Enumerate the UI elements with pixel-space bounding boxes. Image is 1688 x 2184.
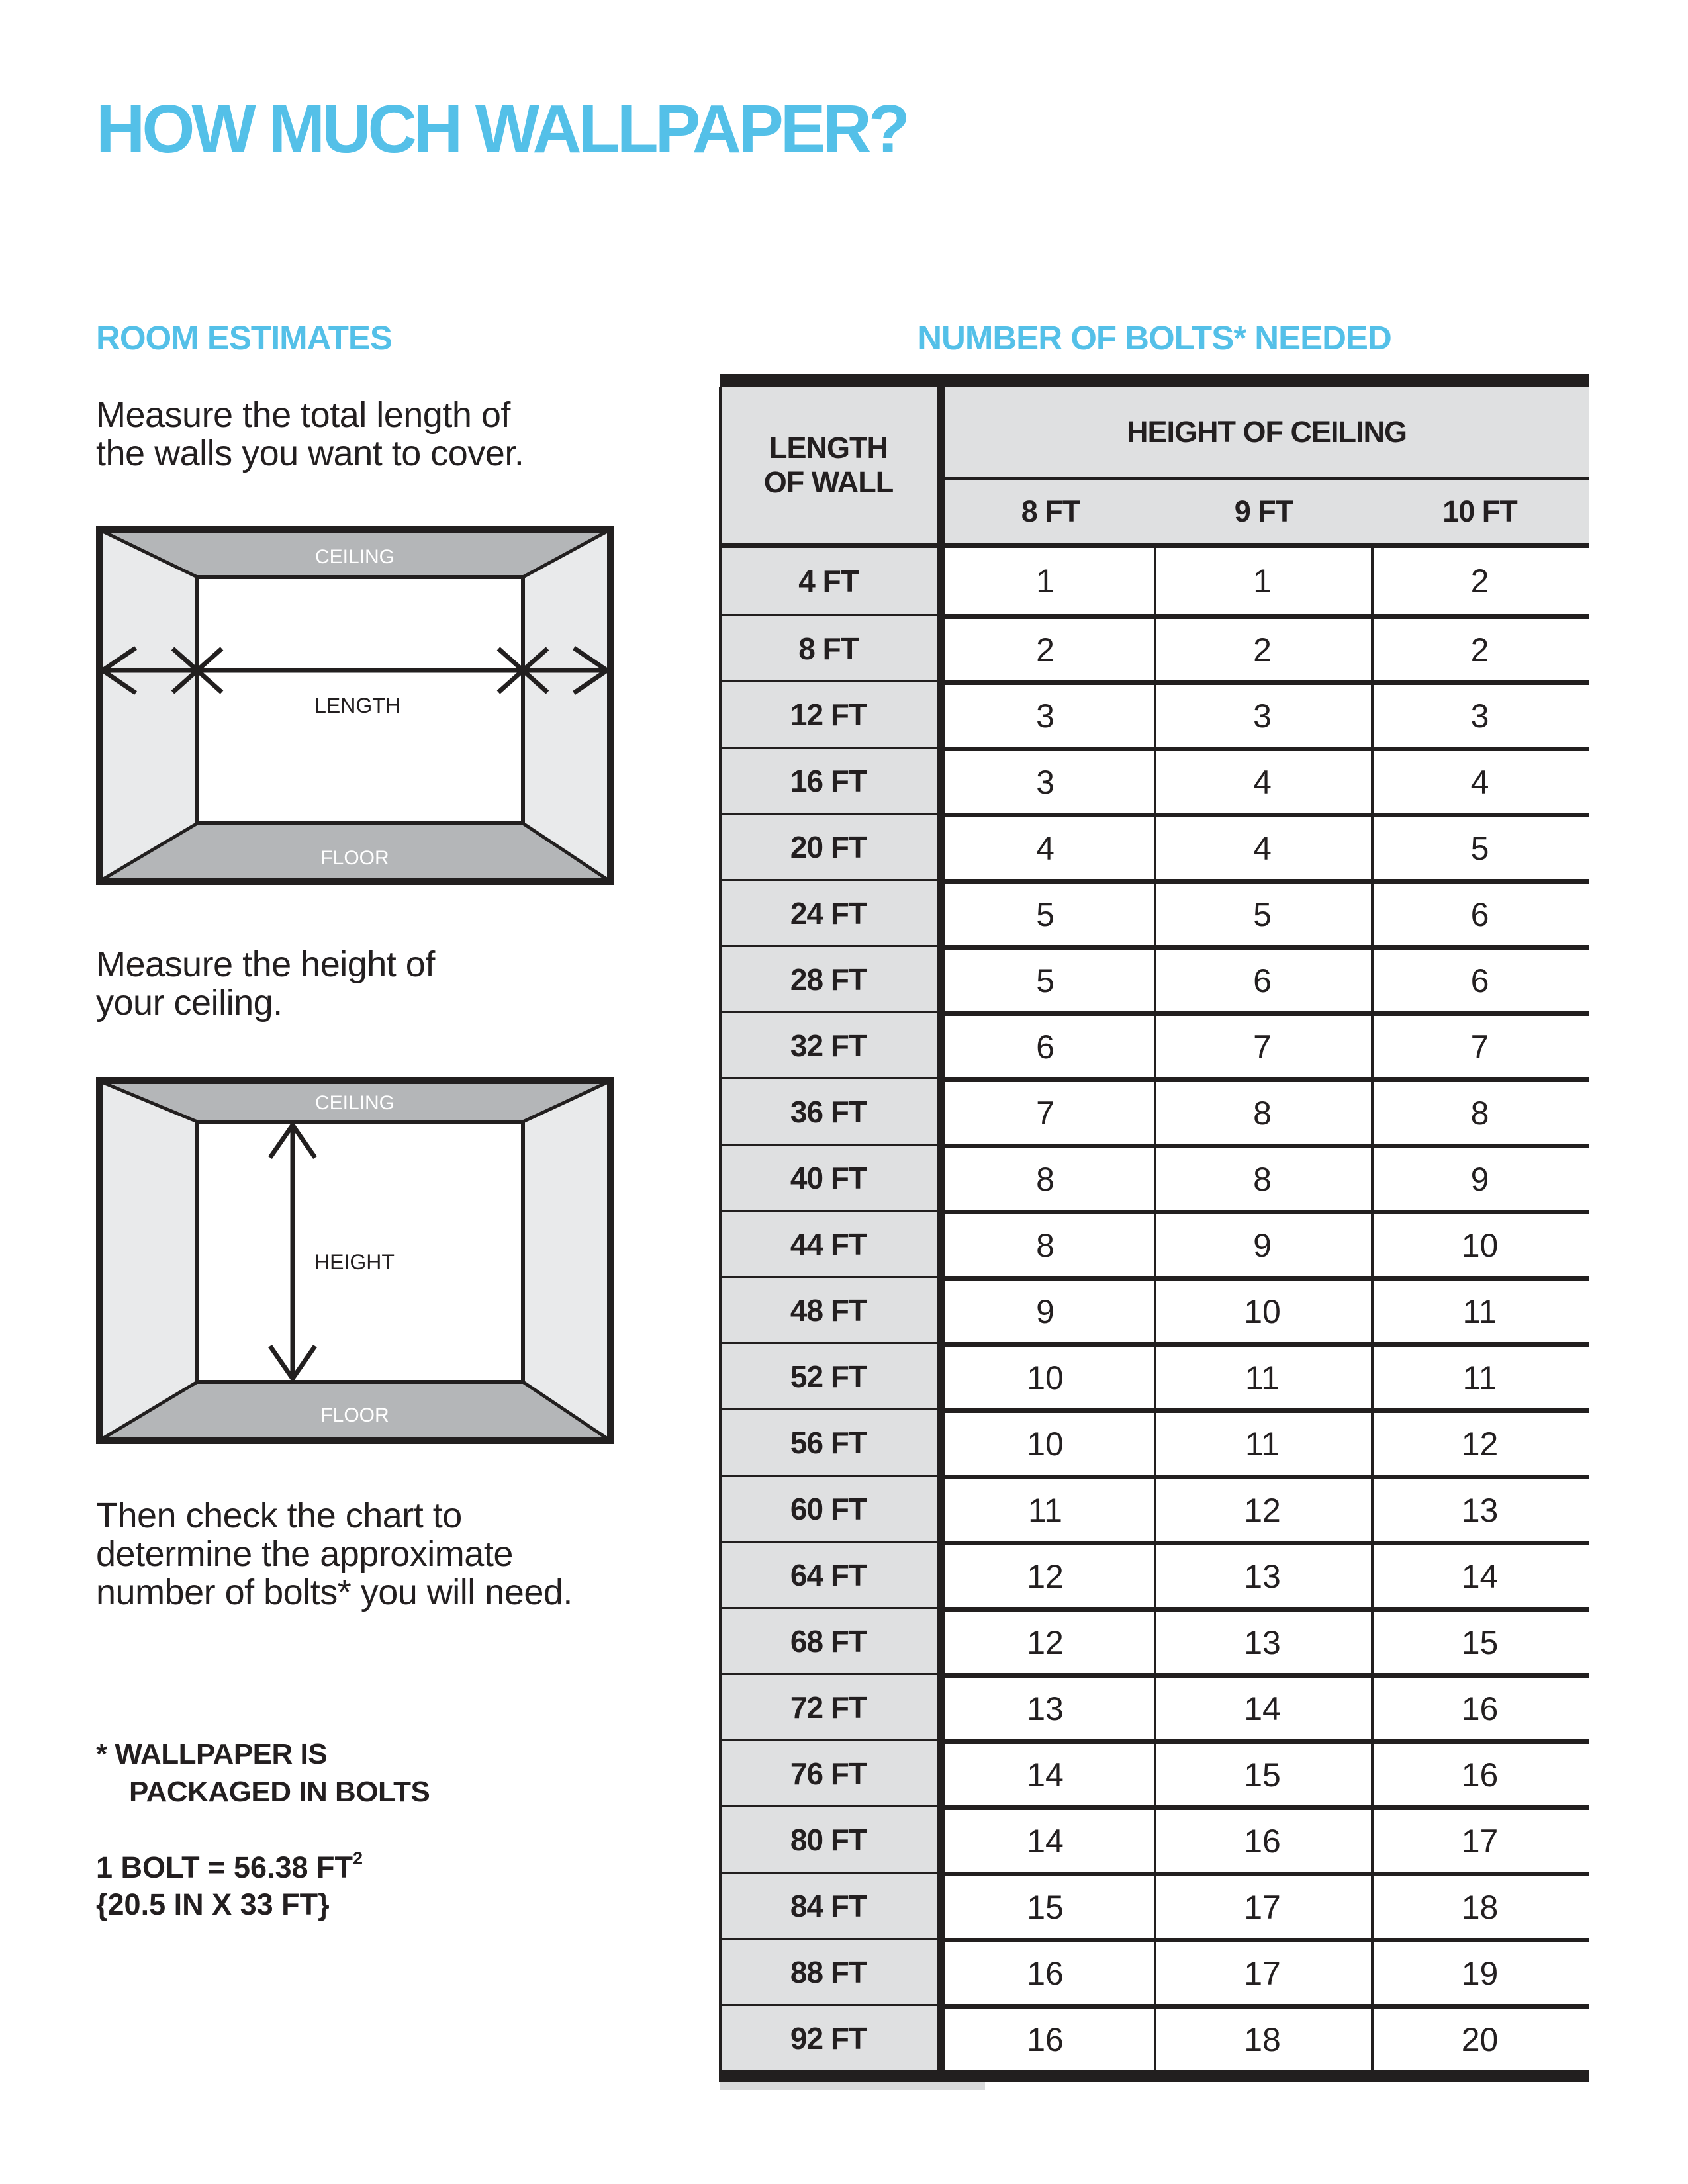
table-cell-divider xyxy=(1154,548,1156,2070)
bolts-needed-heading: NUMBER OF BOLTS* NEEDED xyxy=(917,319,1391,357)
bolt-count-cell: 10 xyxy=(937,1342,1154,1408)
bolt-count-cell: 10 xyxy=(1154,1276,1371,1342)
bolt-count-cell: 9 xyxy=(937,1276,1154,1342)
length-label: LENGTH xyxy=(314,694,400,717)
floor-label: FLOOR xyxy=(320,847,389,869)
bolt-count-cell: 11 xyxy=(1371,1276,1589,1342)
bolt-dimensions: {20.5 IN X 33 FT} xyxy=(96,1888,330,1921)
length-of-wall-line: LENGTH xyxy=(769,430,888,465)
bolt-count-cell: 4 xyxy=(937,813,1154,879)
bolt-count-cell: 5 xyxy=(937,945,1154,1011)
wall-length-label: 84 FT xyxy=(720,1872,937,1938)
bolt-count-cell: 6 xyxy=(1371,945,1589,1011)
ceiling-label: CEILING xyxy=(314,546,395,568)
wall-length-label: 8 FT xyxy=(720,614,937,680)
column-header-9ft: 9 FT xyxy=(1234,494,1293,528)
bolt-count-cell: 2 xyxy=(1470,563,1489,600)
bolt-count-cell: 3 xyxy=(1154,680,1371,747)
wall-length-label: 12 FT xyxy=(720,680,937,747)
bolt-equation-text: 1 BOLT = 56.38 FT xyxy=(96,1850,353,1884)
paragraph-line: Then check the chart to xyxy=(96,1496,462,1535)
wall-length-label: 32 FT xyxy=(720,1011,937,1077)
column-header-10ft: 10 FT xyxy=(1442,494,1517,528)
bolt-count-cell: 11 xyxy=(1154,1408,1371,1475)
bolt-count-cell: 14 xyxy=(937,1739,1154,1805)
bolt-count-cell: 15 xyxy=(937,1872,1154,1938)
bolt-count-cell: 3 xyxy=(937,680,1154,747)
wall-length-label: 64 FT xyxy=(720,1541,937,1607)
bolt-count-cell: 13 xyxy=(1371,1475,1589,1541)
bolt-count-cell: 16 xyxy=(937,2004,1154,2070)
left-wall-face xyxy=(100,530,197,881)
room-height-diagram xyxy=(96,1077,614,1444)
bolt-count-cell: 10 xyxy=(937,1408,1154,1475)
wall-length-label: 88 FT xyxy=(720,1938,937,2004)
wall-length-label: 92 FT xyxy=(720,2004,937,2070)
bolt-count-cell: 2 xyxy=(937,614,1154,680)
bolt-count-cell: 16 xyxy=(1154,1805,1371,1872)
bolts-footnote xyxy=(96,1735,430,1811)
table-header-bottom-border xyxy=(720,543,1589,548)
wall-length-label: 56 FT xyxy=(720,1408,937,1475)
table-cell-divider xyxy=(1371,548,1374,2070)
bolt-count-cell: 11 xyxy=(1154,1342,1371,1408)
bolt-count-cell: 1 xyxy=(1036,563,1055,600)
paragraph-line: the walls you want to cover. xyxy=(96,433,524,473)
bolt-count-cell: 12 xyxy=(1154,1475,1371,1541)
bolt-count-cell: 8 xyxy=(937,1210,1154,1276)
length-of-wall-line: OF WALL xyxy=(763,465,894,499)
measure-length-paragraph xyxy=(96,396,524,473)
bolt-count-cell: 1 xyxy=(1253,563,1272,600)
bolt-count-cell: 8 xyxy=(1154,1144,1371,1210)
bolt-count-cell: 17 xyxy=(1371,1805,1589,1872)
bolt-count-cell: 12 xyxy=(937,1607,1154,1673)
measure-height-paragraph xyxy=(96,945,435,1022)
right-wall-face xyxy=(523,530,610,881)
bolt-count-cell: 11 xyxy=(1371,1342,1589,1408)
table-left-border xyxy=(719,387,722,2082)
bolt-count-cell: 17 xyxy=(1154,1872,1371,1938)
wall-length-label: 4 FT xyxy=(720,548,937,614)
wall-length-label: 60 FT xyxy=(720,1475,937,1541)
wall-length-label: 24 FT xyxy=(720,879,937,945)
bolt-count-cell: 9 xyxy=(1154,1210,1371,1276)
bolt-count-cell: 2 xyxy=(1371,614,1589,680)
bolt-count-cell: 5 xyxy=(937,879,1154,945)
wall-length-label: 80 FT xyxy=(720,1805,937,1872)
paragraph-line: your ceiling. xyxy=(96,983,283,1023)
bolt-count-cell: 13 xyxy=(1154,1541,1371,1607)
bolt-count-cell: 7 xyxy=(1371,1011,1589,1077)
bolt-count-cell: 9 xyxy=(1371,1144,1589,1210)
paragraph-line: number of bolts* you will need. xyxy=(96,1572,573,1612)
right-wall-face xyxy=(523,1081,610,1440)
bolt-count-cell: 2 xyxy=(1154,614,1371,680)
footnote-line: PACKAGED IN BOLTS xyxy=(129,1776,430,1808)
bolt-count-cell: 8 xyxy=(937,1144,1154,1210)
bolt-count-cell: 8 xyxy=(1154,1077,1371,1144)
room-length-diagram xyxy=(96,526,614,885)
bolt-count-cell: 13 xyxy=(937,1673,1154,1739)
bolt-count-cell: 6 xyxy=(1371,879,1589,945)
paragraph-line: determine the approximate xyxy=(96,1534,513,1574)
bolt-count-cell: 16 xyxy=(1371,1673,1589,1739)
bolt-count-cell: 11 xyxy=(937,1475,1154,1541)
wall-length-label: 40 FT xyxy=(720,1144,937,1210)
bolt-equation xyxy=(96,1850,363,1885)
table-bottom-border xyxy=(720,2070,1589,2082)
bolt-count-cell: 18 xyxy=(1154,2004,1371,2070)
check-chart-paragraph xyxy=(96,1496,573,1612)
page-title: HOW MUCH WALLPAPER? xyxy=(96,91,907,167)
bolt-count-cell: 14 xyxy=(937,1805,1154,1872)
bolt-count-cell: 13 xyxy=(1154,1607,1371,1673)
bolt-count-cell: 5 xyxy=(1371,813,1589,879)
table-top-border xyxy=(720,374,1589,387)
bolt-count-cell: 20 xyxy=(1371,2004,1589,2070)
bolt-count-cell: 6 xyxy=(1154,945,1371,1011)
left-wall-face xyxy=(100,1081,197,1440)
bolt-count-cell: 4 xyxy=(1154,747,1371,813)
bolt-count-cell: 14 xyxy=(1371,1541,1589,1607)
wall-length-label: 20 FT xyxy=(720,813,937,879)
bolt-count-cell: 3 xyxy=(1371,680,1589,747)
bolt-count-cell: 3 xyxy=(937,747,1154,813)
bolt-count-cell: 19 xyxy=(1371,1938,1589,2004)
bolt-count-cell: 15 xyxy=(1154,1739,1371,1805)
wall-length-label: 16 FT xyxy=(720,747,937,813)
bolt-count-cell: 8 xyxy=(1371,1077,1589,1144)
paragraph-line: Measure the height of xyxy=(96,944,435,984)
bolt-count-cell: 6 xyxy=(937,1011,1154,1077)
wall-length-label: 36 FT xyxy=(720,1077,937,1144)
paragraph-line: Measure the total length of xyxy=(96,395,510,435)
bolt-count-cell: 12 xyxy=(1371,1408,1589,1475)
bolt-count-cell: 5 xyxy=(1154,879,1371,945)
bolt-count-cell: 14 xyxy=(1154,1673,1371,1739)
bolt-count-cell: 12 xyxy=(937,1541,1154,1607)
height-of-ceiling-header: HEIGHT OF CEILING xyxy=(1126,414,1407,449)
bolt-count-cell: 4 xyxy=(1154,813,1371,879)
bolt-count-cell: 10 xyxy=(1371,1210,1589,1276)
wall-length-label: 48 FT xyxy=(720,1276,937,1342)
length-of-wall-header xyxy=(720,387,937,543)
bolt-count-cell: 7 xyxy=(937,1077,1154,1144)
wall-length-label: 44 FT xyxy=(720,1210,937,1276)
bolt-count-cell: 17 xyxy=(1154,1938,1371,2004)
bolt-count-cell: 18 xyxy=(1371,1872,1589,1938)
squared-exponent: 2 xyxy=(353,1848,363,1868)
wall-length-label: 68 FT xyxy=(720,1607,937,1673)
bolt-count-cell: 16 xyxy=(937,1938,1154,2004)
room-estimates-heading: ROOM ESTIMATES xyxy=(96,319,392,357)
column-header-8ft: 8 FT xyxy=(1021,494,1080,528)
wall-length-label: 28 FT xyxy=(720,945,937,1011)
bolt-count-cell: 16 xyxy=(1371,1739,1589,1805)
table-bottom-shadow xyxy=(720,2082,985,2090)
bolt-count-cell: 15 xyxy=(1371,1607,1589,1673)
bolt-count-cell: 4 xyxy=(1371,747,1589,813)
footnote-line: * WALLPAPER IS xyxy=(96,1738,328,1770)
floor-label: FLOOR xyxy=(320,1404,389,1426)
bolt-count-cell: 7 xyxy=(1154,1011,1371,1077)
ceiling-label: CEILING xyxy=(314,1092,395,1114)
wall-length-label: 76 FT xyxy=(720,1739,937,1805)
wall-length-label: 72 FT xyxy=(720,1673,937,1739)
wall-length-label: 52 FT xyxy=(720,1342,937,1408)
height-label: HEIGHT xyxy=(314,1250,395,1274)
table-column-divider xyxy=(937,374,945,2082)
